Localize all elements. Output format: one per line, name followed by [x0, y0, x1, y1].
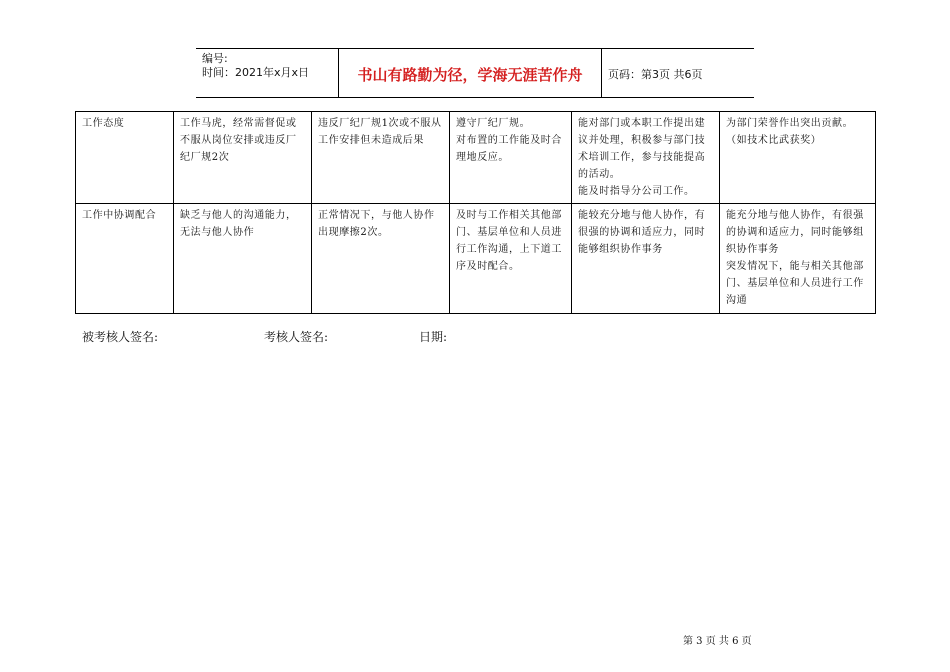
document-number-label: 编号:: [202, 52, 228, 65]
level-cell: 缺乏与他人的沟通能力，无法与他人协作: [174, 204, 312, 314]
level-cell: 能较充分地与他人协作，有很强的协调和适应力，同时能够组织协作事务: [572, 204, 720, 314]
header-divider: [601, 49, 602, 97]
document-time-label: 时间：2021年x月x日: [202, 66, 310, 79]
level-cell: 能对部门或本职工作提出建议并处理，积极参与部门技术培训工作，参与技能提高的活动。 能及时指导分公司工作。: [572, 112, 720, 204]
level-cell: 正常情况下，与他人协作出现摩擦2次。: [312, 204, 450, 314]
level-cell: 为部门荣誉作出突出贡献。（如技术比武获奖）: [720, 112, 876, 204]
level-cell: 能充分地与他人协作，有很强的协调和适应力，同时能够组织协作事务 突发情况下，能与相关其他部门、基层单位和人员进行工作沟通: [720, 204, 876, 314]
examinee-signature-label: 被考核人签名:: [82, 330, 159, 344]
assessment-table: [75, 111, 876, 314]
header-meta: [202, 52, 309, 80]
table-row: [76, 204, 876, 314]
page-header: [196, 48, 754, 98]
level-cell: 及时与工作相关其他部门、基层单位和人员进行工作沟通，上下道工序及时配合。: [450, 204, 572, 314]
level-cell: 违反厂纪厂规1次或不服从工作安排但未造成后果: [312, 112, 450, 204]
criterion-cell: 工作态度: [76, 112, 174, 204]
criterion-cell: 工作中协调配合: [76, 204, 174, 314]
header-page-number: 页码：第3页 共6页: [608, 68, 703, 81]
date-label: 日期:: [419, 330, 448, 344]
level-cell: 遵守厂纪厂规。 对布置的工作能及时合理地反应。: [450, 112, 572, 204]
table-row: [76, 112, 876, 204]
level-cell: 工作马虎，经常需督促或不服从岗位安排或违反厂纪厂规2次: [174, 112, 312, 204]
examiner-signature-label: 考核人签名:: [264, 330, 329, 344]
header-motto: 书山有路勤为径，学海无涯苦作舟: [357, 66, 583, 84]
footer-page-number: 第 3 页 共 6 页: [683, 636, 752, 647]
